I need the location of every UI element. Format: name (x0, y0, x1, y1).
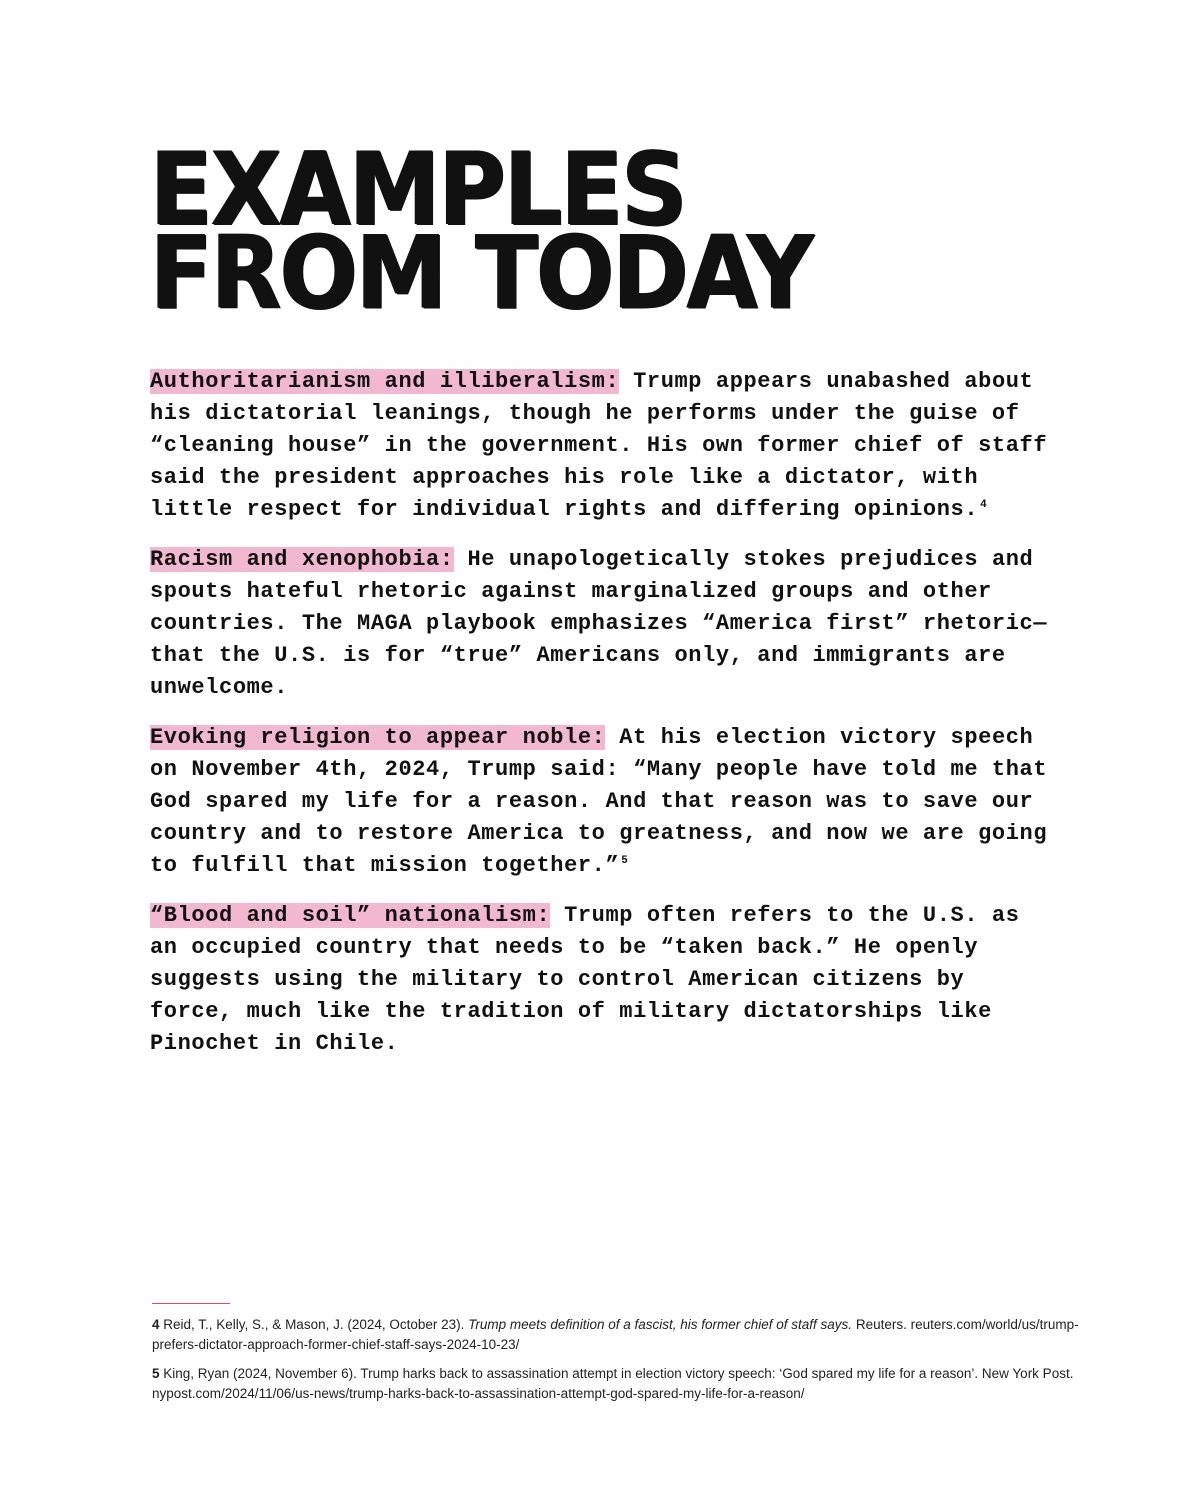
footnote-text: Reid, T., Kelly, S., & Mason, J. (2024, October 23). (159, 1317, 469, 1332)
footnote-divider (152, 1303, 230, 1304)
footnotes (152, 1303, 1082, 1413)
section-body: At his election victory speech on November 4th, 2024, Trump said: “Many people have told me that God spared my life for a reason. And that reason was to save our country and to restore America to greatness, and now we are going to fulfill that mission together.” (150, 725, 1048, 878)
footnote-number: 4 (152, 1317, 160, 1332)
section-heading: Racism and xenophobia: (150, 547, 454, 572)
section-nationalism (150, 900, 1050, 1060)
section-authoritarianism (150, 366, 1050, 526)
section-body: Trump appears unabashed about his dictatorial leanings, though he performs under the guise of “cleaning house” in the government. His own former chief of staff said the president approaches his role like a dictator, with little respect for individual rights and differing opinions. (150, 369, 1048, 522)
footnote-reference[interactable]: 4 (980, 498, 988, 511)
title-line-2: FROM TODAY (150, 214, 812, 332)
section-heading: “Blood and soil” nationalism: (150, 903, 551, 928)
footnote-reference[interactable]: 5 (621, 854, 629, 867)
section-heading: Authoritarianism and illiberalism: (150, 369, 620, 394)
section-body: He unapologetically stokes prejudices and spouts hateful rhetoric against marginalized groups and other countries. The MAGA playbook emphasizes “America first” rhetoric—that the U.S. is for “true” Americans only, and immigrants are unwelcome. (150, 547, 1048, 700)
examples-list (150, 366, 1050, 1078)
section-racism (150, 544, 1050, 704)
section-religion (150, 722, 1050, 882)
footnote-article-title: Trump meets definition of a fascist, his former chief of staff says. (468, 1317, 853, 1332)
footnote-4 (152, 1315, 1082, 1355)
section-body: Trump often refers to the U.S. as an occupied country that needs to be “taken back.” He openly suggests using the military to control American citizens by force, much like the tradition of military dictatorships like Pinochet in Chile. (150, 903, 1020, 1056)
title-line-1: EXAMPLES (150, 130, 686, 249)
footnote-text[interactable]: King, Ryan (2024, November 6). Trump harks back to assassination attempt in election victory speech: ‘God spared my life for a reason’. New York Post. nypost.com/2024/11/06/us-news/trump-harks-back-to-assassination-attempt-god-spared-my-life-for-a-reason/ (152, 1366, 1074, 1401)
section-heading: Evoking religion to appear noble: (150, 725, 606, 750)
page-title (150, 130, 812, 332)
footnote-link[interactable]: Reuters. reuters.com/world/us/trump-prefers-dictator-approach-former-chief-staff-says-2024-10-23/ (152, 1317, 1079, 1352)
footnote-5 (152, 1364, 1082, 1404)
footnote-number: 5 (152, 1366, 160, 1381)
